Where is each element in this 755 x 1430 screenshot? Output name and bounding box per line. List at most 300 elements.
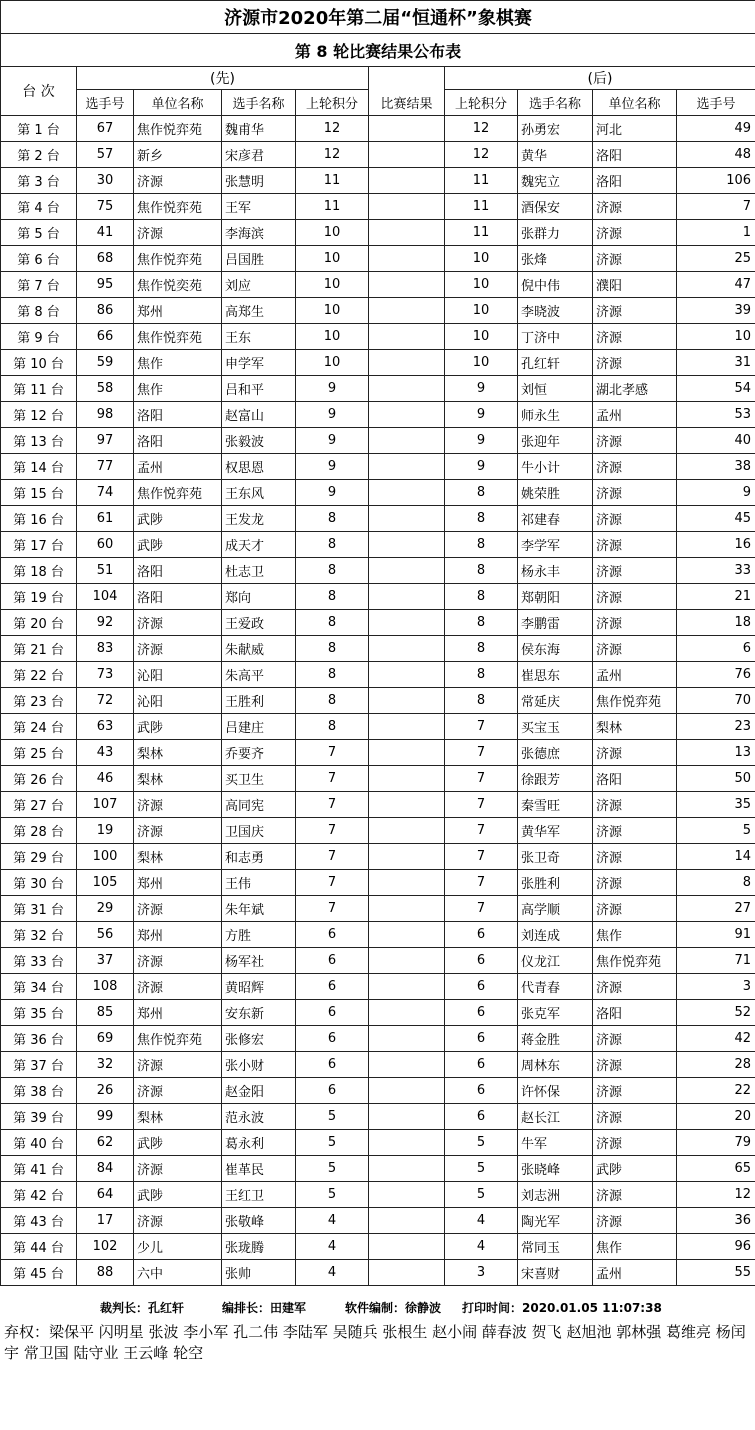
table-row xyxy=(1,1260,755,1286)
table-no-cell: 第 18 台 xyxy=(1,558,77,584)
second-prev-score-cell: 7 xyxy=(445,870,518,896)
result-cell xyxy=(369,506,445,532)
table-no-cell: 第 17 台 xyxy=(1,532,77,558)
table-no-cell: 第 7 台 xyxy=(1,272,77,298)
first-prev-score-cell: 8 xyxy=(296,532,369,558)
header-player-no: 选手号 xyxy=(77,90,134,116)
second-unit-cell: 济源 xyxy=(593,584,677,610)
second-prev-score-cell: 8 xyxy=(445,688,518,714)
second-prev-score-cell: 8 xyxy=(445,584,518,610)
table-row xyxy=(1,1104,755,1130)
first-player-name-cell: 崔革民 xyxy=(222,1156,296,1182)
table-row xyxy=(1,714,755,740)
second-unit-cell: 洛阳 xyxy=(593,168,677,194)
second-unit-cell: 济源 xyxy=(593,844,677,870)
table-row xyxy=(1,142,755,168)
table-no-cell: 第 30 台 xyxy=(1,870,77,896)
second-player-name-cell: 周林东 xyxy=(518,1052,593,1078)
second-player-name-cell: 黄华军 xyxy=(518,818,593,844)
second-prev-score-cell: 7 xyxy=(445,896,518,922)
first-unit-cell: 武陟 xyxy=(134,506,222,532)
second-prev-score-cell: 4 xyxy=(445,1208,518,1234)
result-cell xyxy=(369,1156,445,1182)
second-player-no-cell: 25 xyxy=(677,246,755,272)
table-row xyxy=(1,636,755,662)
second-player-no-cell: 7 xyxy=(677,194,755,220)
first-prev-score-cell: 5 xyxy=(296,1104,369,1130)
first-player-name-cell: 王红卫 xyxy=(222,1182,296,1208)
second-prev-score-cell: 12 xyxy=(445,142,518,168)
first-player-name-cell: 王发龙 xyxy=(222,506,296,532)
second-unit-cell: 济源 xyxy=(593,246,677,272)
second-unit-cell: 濮阳 xyxy=(593,272,677,298)
result-cell xyxy=(369,1078,445,1104)
second-player-name-cell: 赵长江 xyxy=(518,1104,593,1130)
second-prev-score-cell: 8 xyxy=(445,532,518,558)
table-row xyxy=(1,1026,755,1052)
second-player-no-cell: 21 xyxy=(677,584,755,610)
table-no-cell: 第 32 台 xyxy=(1,922,77,948)
second-prev-score-cell: 10 xyxy=(445,324,518,350)
first-unit-cell: 郑州 xyxy=(134,922,222,948)
header-prev-score: 上轮积分 xyxy=(445,90,518,116)
second-unit-cell: 济源 xyxy=(593,1208,677,1234)
second-player-no-cell: 65 xyxy=(677,1156,755,1182)
table-no-cell: 第 31 台 xyxy=(1,896,77,922)
second-prev-score-cell: 7 xyxy=(445,766,518,792)
result-cell xyxy=(369,1234,445,1260)
second-player-name-cell: 崔思东 xyxy=(518,662,593,688)
second-player-no-cell: 33 xyxy=(677,558,755,584)
first-prev-score-cell: 10 xyxy=(296,272,369,298)
first-unit-cell: 焦作 xyxy=(134,350,222,376)
table-row xyxy=(1,558,755,584)
first-prev-score-cell: 8 xyxy=(296,610,369,636)
first-player-name-cell: 赵富山 xyxy=(222,402,296,428)
second-player-name-cell: 刘志洲 xyxy=(518,1182,593,1208)
second-prev-score-cell: 5 xyxy=(445,1130,518,1156)
result-cell xyxy=(369,428,445,454)
first-player-no-cell: 51 xyxy=(77,558,134,584)
result-cell xyxy=(369,220,445,246)
table-row xyxy=(1,1208,755,1234)
second-unit-cell: 济源 xyxy=(593,298,677,324)
second-player-no-cell: 42 xyxy=(677,1026,755,1052)
first-prev-score-cell: 10 xyxy=(296,350,369,376)
first-unit-cell: 济源 xyxy=(134,818,222,844)
second-player-no-cell: 39 xyxy=(677,298,755,324)
first-player-no-cell: 100 xyxy=(77,844,134,870)
first-player-no-cell: 41 xyxy=(77,220,134,246)
result-cell xyxy=(369,350,445,376)
second-player-no-cell: 40 xyxy=(677,428,755,454)
first-prev-score-cell: 7 xyxy=(296,844,369,870)
first-unit-cell: 六中 xyxy=(134,1260,222,1286)
first-player-no-cell: 57 xyxy=(77,142,134,168)
result-cell xyxy=(369,1208,445,1234)
first-prev-score-cell: 11 xyxy=(296,194,369,220)
second-player-no-cell: 47 xyxy=(677,272,755,298)
first-player-no-cell: 104 xyxy=(77,584,134,610)
table-row xyxy=(1,272,755,298)
first-player-name-cell: 买卫生 xyxy=(222,766,296,792)
table-row xyxy=(1,506,755,532)
second-player-name-cell: 张克军 xyxy=(518,1000,593,1026)
first-player-no-cell: 83 xyxy=(77,636,134,662)
result-cell xyxy=(369,818,445,844)
second-unit-cell: 洛阳 xyxy=(593,142,677,168)
result-cell xyxy=(369,610,445,636)
first-player-name-cell: 王军 xyxy=(222,194,296,220)
second-prev-score-cell: 8 xyxy=(445,558,518,584)
second-prev-score-cell: 6 xyxy=(445,1026,518,1052)
result-cell xyxy=(369,636,445,662)
first-player-name-cell: 吕建庄 xyxy=(222,714,296,740)
table-row xyxy=(1,792,755,818)
second-player-no-cell: 53 xyxy=(677,402,755,428)
first-player-name-cell: 吕和平 xyxy=(222,376,296,402)
first-player-no-cell: 63 xyxy=(77,714,134,740)
first-player-no-cell: 74 xyxy=(77,480,134,506)
second-unit-cell: 济源 xyxy=(593,324,677,350)
result-cell xyxy=(369,922,445,948)
first-player-no-cell: 85 xyxy=(77,1000,134,1026)
second-player-no-cell: 20 xyxy=(677,1104,755,1130)
second-unit-cell: 济源 xyxy=(593,1104,677,1130)
second-unit-cell: 济源 xyxy=(593,792,677,818)
second-prev-score-cell: 8 xyxy=(445,480,518,506)
second-unit-cell: 济源 xyxy=(593,1130,677,1156)
first-player-no-cell: 77 xyxy=(77,454,134,480)
table-row xyxy=(1,168,755,194)
second-player-name-cell: 丁济中 xyxy=(518,324,593,350)
second-player-no-cell: 9 xyxy=(677,480,755,506)
first-player-name-cell: 成天才 xyxy=(222,532,296,558)
first-player-name-cell: 方胜 xyxy=(222,922,296,948)
header-second-side: (后) xyxy=(445,67,755,90)
first-player-name-cell: 王伟 xyxy=(222,870,296,896)
first-prev-score-cell: 8 xyxy=(296,662,369,688)
result-cell xyxy=(369,870,445,896)
first-prev-score-cell: 9 xyxy=(296,428,369,454)
second-player-name-cell: 杨永丰 xyxy=(518,558,593,584)
round-subtitle: 第 8 轮比赛结果公布表 xyxy=(1,34,755,67)
second-prev-score-cell: 8 xyxy=(445,506,518,532)
header-first-side: (先) xyxy=(77,67,369,90)
second-prev-score-cell: 10 xyxy=(445,272,518,298)
first-player-no-cell: 73 xyxy=(77,662,134,688)
first-unit-cell: 沁阳 xyxy=(134,688,222,714)
table-no-cell: 第 45 台 xyxy=(1,1260,77,1286)
table-no-cell: 第 43 台 xyxy=(1,1208,77,1234)
second-player-no-cell: 31 xyxy=(677,350,755,376)
first-unit-cell: 郑州 xyxy=(134,870,222,896)
second-unit-cell: 焦作 xyxy=(593,922,677,948)
table-no-cell: 第 38 台 xyxy=(1,1078,77,1104)
second-player-no-cell: 79 xyxy=(677,1130,755,1156)
first-unit-cell: 沁阳 xyxy=(134,662,222,688)
table-no-cell: 第 40 台 xyxy=(1,1130,77,1156)
second-player-name-cell: 张晓峰 xyxy=(518,1156,593,1182)
table-row xyxy=(1,402,755,428)
table-no-cell: 第 25 台 xyxy=(1,740,77,766)
table-no-cell: 第 8 台 xyxy=(1,298,77,324)
first-player-no-cell: 102 xyxy=(77,1234,134,1260)
first-prev-score-cell: 7 xyxy=(296,792,369,818)
result-cell xyxy=(369,116,445,142)
result-cell xyxy=(369,480,445,506)
first-player-no-cell: 105 xyxy=(77,870,134,896)
first-unit-cell: 济源 xyxy=(134,1052,222,1078)
first-player-name-cell: 朱高平 xyxy=(222,662,296,688)
second-player-name-cell: 宋喜财 xyxy=(518,1260,593,1286)
second-player-name-cell: 买宝玉 xyxy=(518,714,593,740)
header-player-name: 选手名称 xyxy=(518,90,593,116)
second-player-no-cell: 10 xyxy=(677,324,755,350)
first-player-no-cell: 99 xyxy=(77,1104,134,1130)
second-player-name-cell: 孔红轩 xyxy=(518,350,593,376)
header-table-no: 台 次 xyxy=(1,67,77,116)
result-cell xyxy=(369,584,445,610)
table-row xyxy=(1,922,755,948)
table-no-cell: 第 14 台 xyxy=(1,454,77,480)
second-unit-cell: 孟州 xyxy=(593,402,677,428)
result-cell xyxy=(369,246,445,272)
first-player-no-cell: 32 xyxy=(77,1052,134,1078)
second-player-no-cell: 106 xyxy=(677,168,755,194)
first-unit-cell: 焦作悦奕苑 xyxy=(134,272,222,298)
table-row xyxy=(1,220,755,246)
second-player-name-cell: 祁建春 xyxy=(518,506,593,532)
second-player-no-cell: 35 xyxy=(677,792,755,818)
result-cell xyxy=(369,298,445,324)
first-player-name-cell: 赵金阳 xyxy=(222,1078,296,1104)
first-unit-cell: 焦作悦弈苑 xyxy=(134,246,222,272)
first-player-name-cell: 刘应 xyxy=(222,272,296,298)
second-unit-cell: 焦作悦弈苑 xyxy=(593,948,677,974)
table-row xyxy=(1,610,755,636)
second-unit-cell: 济源 xyxy=(593,610,677,636)
second-player-name-cell: 牛军 xyxy=(518,1130,593,1156)
table-row xyxy=(1,298,755,324)
first-unit-cell: 济源 xyxy=(134,1078,222,1104)
second-player-name-cell: 张胜利 xyxy=(518,870,593,896)
header-player-name: 选手名称 xyxy=(222,90,296,116)
table-row xyxy=(1,194,755,220)
first-player-no-cell: 92 xyxy=(77,610,134,636)
first-unit-cell: 济源 xyxy=(134,948,222,974)
result-cell xyxy=(369,688,445,714)
first-player-name-cell: 张帅 xyxy=(222,1260,296,1286)
first-player-name-cell: 张毅波 xyxy=(222,428,296,454)
page-title: 济源市2020年第二届“恒通杯”象棋赛 xyxy=(1,1,755,34)
second-player-no-cell: 54 xyxy=(677,376,755,402)
second-player-name-cell: 李鹏雷 xyxy=(518,610,593,636)
table-no-cell: 第 37 台 xyxy=(1,1052,77,1078)
result-cell xyxy=(369,1026,445,1052)
header-player-no: 选手号 xyxy=(677,90,755,116)
second-player-name-cell: 蒋金胜 xyxy=(518,1026,593,1052)
first-unit-cell: 梨林 xyxy=(134,740,222,766)
print-time-label: 打印时间：2020.01.05 11:07:38 xyxy=(462,1301,662,1315)
table-no-cell: 第 34 台 xyxy=(1,974,77,1000)
first-unit-cell: 济源 xyxy=(134,220,222,246)
table-row xyxy=(1,1078,755,1104)
table-row xyxy=(1,116,755,142)
second-unit-cell: 济源 xyxy=(593,1078,677,1104)
table-row xyxy=(1,480,755,506)
table-no-cell: 第 6 台 xyxy=(1,246,77,272)
table-no-cell: 第 20 台 xyxy=(1,610,77,636)
forfeit-list: 弃权：梁保平 闪明星 张波 李小军 孔二伟 李陆军 吴随兵 张根生 赵小闹 薛春波 贺飞 赵旭池 郭林强 葛维亮 杨闰宇 常卫国 陆守业 王云峰 轮空 xyxy=(4,1323,746,1362)
second-player-name-cell: 孙勇宏 xyxy=(518,116,593,142)
table-no-cell: 第 33 台 xyxy=(1,948,77,974)
first-player-no-cell: 61 xyxy=(77,506,134,532)
first-player-no-cell: 26 xyxy=(77,1078,134,1104)
first-unit-cell: 梨林 xyxy=(134,1104,222,1130)
table-row xyxy=(1,350,755,376)
first-player-name-cell: 朱年斌 xyxy=(222,896,296,922)
second-player-name-cell: 仪龙江 xyxy=(518,948,593,974)
referee-label: 裁判长：孔红轩 xyxy=(100,1301,185,1315)
result-cell xyxy=(369,168,445,194)
second-player-name-cell: 酒保安 xyxy=(518,194,593,220)
table-no-cell: 第 23 台 xyxy=(1,688,77,714)
second-player-name-cell: 郑朝阳 xyxy=(518,584,593,610)
first-unit-cell: 武陟 xyxy=(134,532,222,558)
first-player-no-cell: 107 xyxy=(77,792,134,818)
first-player-no-cell: 56 xyxy=(77,922,134,948)
first-unit-cell: 济源 xyxy=(134,1208,222,1234)
second-unit-cell: 济源 xyxy=(593,1052,677,1078)
second-player-name-cell: 徐跟芳 xyxy=(518,766,593,792)
second-player-no-cell: 48 xyxy=(677,142,755,168)
first-unit-cell: 济源 xyxy=(134,792,222,818)
first-player-no-cell: 75 xyxy=(77,194,134,220)
table-no-cell: 第 5 台 xyxy=(1,220,77,246)
first-prev-score-cell: 8 xyxy=(296,688,369,714)
table-no-cell: 第 26 台 xyxy=(1,766,77,792)
second-player-name-cell: 张烽 xyxy=(518,246,593,272)
result-cell xyxy=(369,1104,445,1130)
result-cell xyxy=(369,558,445,584)
first-unit-cell: 孟州 xyxy=(134,454,222,480)
second-player-name-cell: 张迎年 xyxy=(518,428,593,454)
second-prev-score-cell: 6 xyxy=(445,974,518,1000)
first-unit-cell: 焦作悦弈苑 xyxy=(134,324,222,350)
result-cell xyxy=(369,532,445,558)
first-player-no-cell: 60 xyxy=(77,532,134,558)
second-unit-cell: 济源 xyxy=(593,740,677,766)
first-player-name-cell: 王胜利 xyxy=(222,688,296,714)
second-unit-cell: 河北 xyxy=(593,116,677,142)
second-player-name-cell: 李晓波 xyxy=(518,298,593,324)
second-prev-score-cell: 11 xyxy=(445,220,518,246)
second-unit-cell: 济源 xyxy=(593,1026,677,1052)
second-player-name-cell: 高学顺 xyxy=(518,896,593,922)
result-cell xyxy=(369,974,445,1000)
first-prev-score-cell: 6 xyxy=(296,1026,369,1052)
first-prev-score-cell: 7 xyxy=(296,818,369,844)
second-unit-cell: 梨林 xyxy=(593,714,677,740)
first-player-name-cell: 张慧明 xyxy=(222,168,296,194)
first-prev-score-cell: 5 xyxy=(296,1130,369,1156)
first-player-name-cell: 安东新 xyxy=(222,1000,296,1026)
first-prev-score-cell: 10 xyxy=(296,246,369,272)
header-unit: 单位名称 xyxy=(593,90,677,116)
second-unit-cell: 济源 xyxy=(593,480,677,506)
first-player-name-cell: 杨军社 xyxy=(222,948,296,974)
second-unit-cell: 焦作悦弈苑 xyxy=(593,688,677,714)
second-prev-score-cell: 6 xyxy=(445,1078,518,1104)
first-prev-score-cell: 7 xyxy=(296,896,369,922)
first-prev-score-cell: 8 xyxy=(296,636,369,662)
first-player-no-cell: 43 xyxy=(77,740,134,766)
first-prev-score-cell: 4 xyxy=(296,1234,369,1260)
second-player-name-cell: 许怀保 xyxy=(518,1078,593,1104)
second-unit-cell: 济源 xyxy=(593,636,677,662)
header-prev-score: 上轮积分 xyxy=(296,90,369,116)
second-prev-score-cell: 8 xyxy=(445,636,518,662)
table-row xyxy=(1,376,755,402)
second-prev-score-cell: 5 xyxy=(445,1182,518,1208)
second-player-no-cell: 50 xyxy=(677,766,755,792)
first-player-name-cell: 张珑腾 xyxy=(222,1234,296,1260)
table-no-cell: 第 24 台 xyxy=(1,714,77,740)
result-cell xyxy=(369,1052,445,1078)
table-no-cell: 第 9 台 xyxy=(1,324,77,350)
first-unit-cell: 武陟 xyxy=(134,1130,222,1156)
second-prev-score-cell: 3 xyxy=(445,1260,518,1286)
header-result-top xyxy=(369,67,445,90)
second-player-name-cell: 常延庆 xyxy=(518,688,593,714)
second-prev-score-cell: 6 xyxy=(445,1052,518,1078)
table-row xyxy=(1,1130,755,1156)
table-no-cell: 第 42 台 xyxy=(1,1182,77,1208)
first-unit-cell: 少儿 xyxy=(134,1234,222,1260)
second-player-no-cell: 71 xyxy=(677,948,755,974)
result-cell xyxy=(369,714,445,740)
first-player-no-cell: 19 xyxy=(77,818,134,844)
table-row xyxy=(1,766,755,792)
second-prev-score-cell: 9 xyxy=(445,376,518,402)
second-unit-cell: 济源 xyxy=(593,870,677,896)
table-no-cell: 第 16 台 xyxy=(1,506,77,532)
second-prev-score-cell: 9 xyxy=(445,454,518,480)
table-no-cell: 第 10 台 xyxy=(1,350,77,376)
first-player-no-cell: 30 xyxy=(77,168,134,194)
first-unit-cell: 梨林 xyxy=(134,766,222,792)
table-no-cell: 第 1 台 xyxy=(1,116,77,142)
first-player-no-cell: 69 xyxy=(77,1026,134,1052)
first-prev-score-cell: 10 xyxy=(296,220,369,246)
table-row xyxy=(1,896,755,922)
first-unit-cell: 焦作悦弈苑 xyxy=(134,116,222,142)
second-player-no-cell: 91 xyxy=(677,922,755,948)
first-prev-score-cell: 6 xyxy=(296,1000,369,1026)
second-player-no-cell: 70 xyxy=(677,688,755,714)
second-prev-score-cell: 10 xyxy=(445,350,518,376)
second-prev-score-cell: 7 xyxy=(445,844,518,870)
first-unit-cell: 武陟 xyxy=(134,1182,222,1208)
table-no-cell: 第 35 台 xyxy=(1,1000,77,1026)
first-player-no-cell: 66 xyxy=(77,324,134,350)
first-player-no-cell: 95 xyxy=(77,272,134,298)
first-prev-score-cell: 11 xyxy=(296,168,369,194)
first-prev-score-cell: 6 xyxy=(296,1052,369,1078)
second-unit-cell: 济源 xyxy=(593,506,677,532)
first-player-name-cell: 魏甫华 xyxy=(222,116,296,142)
